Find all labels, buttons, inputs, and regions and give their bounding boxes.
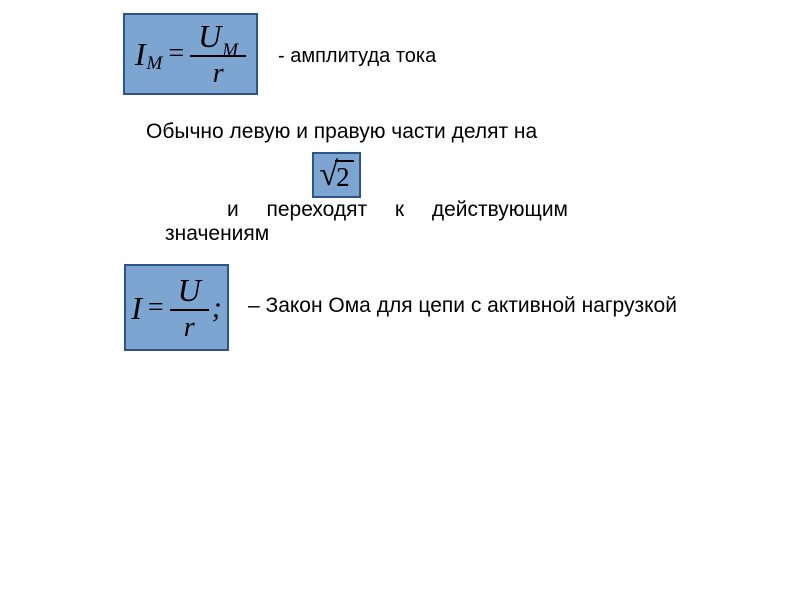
fraction-denominator: r (183, 311, 195, 343)
equals-sign: = (168, 38, 185, 69)
fraction-bar (170, 309, 209, 311)
ohm-law-caption: – Закон Ома для цепи с активной нагрузкой (248, 294, 677, 317)
current-symbol: I (131, 289, 142, 326)
fraction-denominator: r (212, 58, 224, 89)
amplitude-formula-box (123, 13, 258, 95)
sqrt2-formula-box (312, 152, 361, 198)
voltage-amplitude-symbol: U (198, 18, 222, 54)
current-amplitude-subscript: M (146, 52, 163, 74)
current-amplitude-symbol: I (134, 36, 146, 72)
square-root-expression (319, 158, 353, 192)
voltage-amplitude-subscript: M (222, 40, 239, 61)
fraction (190, 20, 246, 88)
ohm-law-formula-box (124, 264, 229, 351)
amplitude-formula-caption: - амплитуда тока (278, 45, 437, 67)
voltage-symbol: U (177, 271, 201, 308)
fraction-numerator (190, 18, 246, 61)
semicolon: ; (211, 290, 222, 324)
fraction-numerator (170, 271, 209, 308)
radicand: 2 (335, 160, 354, 191)
explanation-line-2: и переходят к действующим (227, 198, 568, 221)
fraction (170, 271, 209, 343)
explanation-line-3: значениям (165, 222, 270, 245)
explanation-line-1: Обычно левую и правую части делят на (146, 120, 538, 143)
radical-sign: √ (319, 156, 339, 193)
equals-sign: = (147, 291, 164, 323)
